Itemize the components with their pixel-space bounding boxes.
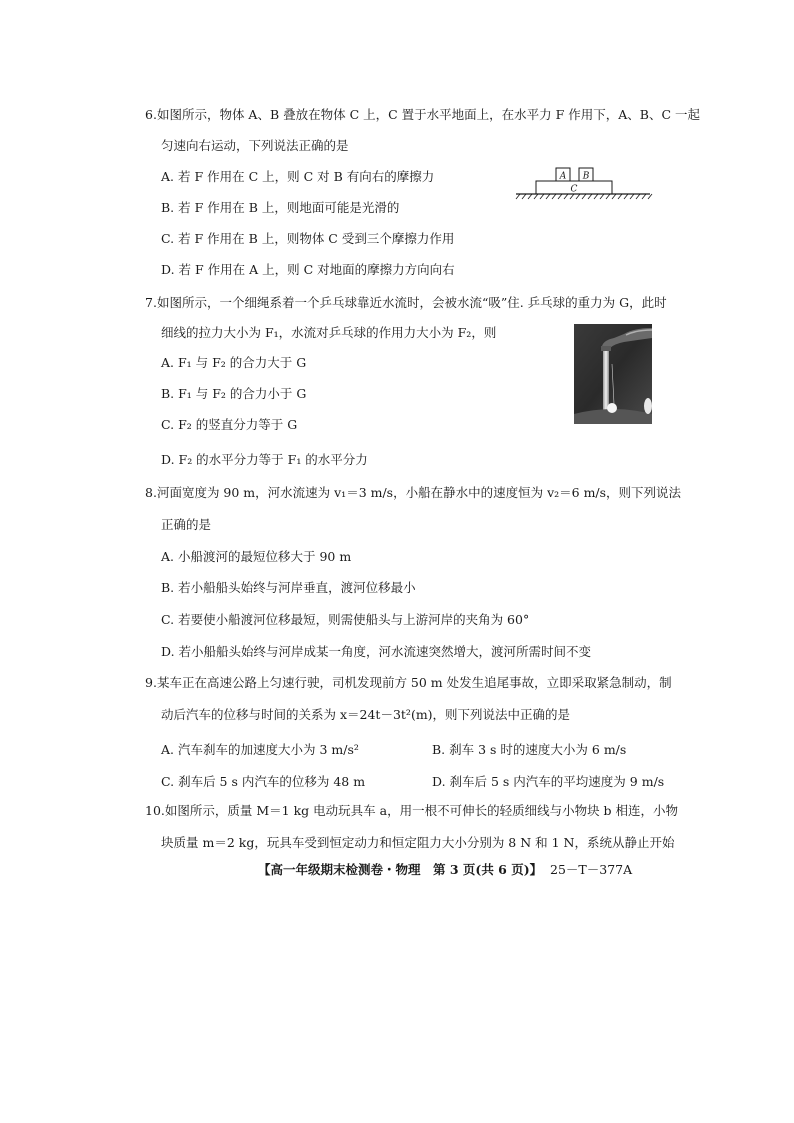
q8-stem [145,485,681,501]
q9-option-a: A. 汽车刹车的加速度大小为 3 m/s² [161,742,359,757]
q10-stem-text: 如图所示，质量 M＝1 kg 电动玩具车 a，用一根不可伸长的轻质细线与小物块 b 相连，小物 [164,803,679,818]
q8-option-c: C. 若要使小船渡河位移最短，则需使船头与上游河岸的夹角为 60° [161,612,530,627]
q9-number: 9. [145,675,157,690]
q6-option-c: C. 若 F 作用在 B 上，则物体 C 受到三个摩擦力作用 [161,231,455,246]
q8-option-d: D. 若小船船头始终与河岸成某一角度，河水流速突然增大，渡河所需时间不变 [161,644,592,659]
q6-stem-text: 如图所示，物体 A、B 叠放在物体 C 上，C 置于水平地面上，在水平力 F 作用下，A、B、C 一起 [156,107,701,122]
q9-option-c: C. 刹车后 5 s 内汽车的位移为 48 m [161,774,366,789]
q6-stem-cont: 匀速向右运动，下列说法正确的是 [161,138,349,153]
faucet-photo [574,324,652,424]
page-footer-code: 25－T－377A [550,862,633,877]
q10-stem-cont: 块质量 m＝2 kg，玩具车受到恒定动力和恒定阻力大小分别为 8 N 和 1 N，系统从静止开始 [161,835,675,850]
q7-stem-text: 如图所示，一个细绳系着一个乒乓球靠近水流时，会被水流“吸”住. 乒乓球的重力为 G，此时 [156,295,667,310]
q10-number: 10. [145,803,165,818]
q7-number: 7. [145,295,157,310]
q9-option-d: D. 刹车后 5 s 内汽车的平均速度为 9 m/s [432,774,665,789]
q6-option-d: D. 若 F 作用在 A 上，则 C 对地面的摩擦力方向向右 [161,262,455,277]
q7-option-a: A. F₁ 与 F₂ 的合力大于 G [161,355,307,370]
q8-option-a: A. 小船渡河的最短位移大于 90 m [161,549,352,564]
q9-option-b: B. 刹车 3 s 时的速度大小为 6 m/s [432,742,627,757]
blocks-diagram [512,166,654,200]
q8-stem-text: 河面宽度为 90 m，河水流速为 v₁＝3 m/s，小船在静水中的速度恒为 v₂＝6 m/s，则下列说法 [156,485,682,500]
q7-option-c: C. F₂ 的竖直分力等于 G [161,417,298,432]
q6-option-b: B. 若 F 作用在 B 上，则地面可能是光滑的 [161,200,400,215]
q6-figure-blocks [512,166,654,200]
q8-number: 8. [145,485,157,500]
block-b-label: B [582,171,590,182]
page-footer-title: 【高一年级期末检测卷・物理 第 3 页(共 6 页)】 [258,862,543,877]
block-c-label: C [570,184,578,195]
q7-figure-photo [574,324,652,424]
q7-stem-cont: 细线的拉力大小为 F₁，水流对乒乓球的作用力大小为 F₂，则 [161,325,497,340]
q9-stem-text: 某车正在高速公路上匀速行驶，司机发现前方 50 m 处发生追尾事故，立即采取紧急制动，制 [156,675,672,690]
ground-hatch [516,194,652,199]
q7-option-b: B. F₁ 与 F₂ 的合力小于 G [161,386,307,401]
block-a-label: A [559,171,567,182]
q7-option-d: D. F₂ 的水平分力等于 F₁ 的水平分力 [161,452,368,467]
q6-stem [145,107,700,123]
q7-stem [145,295,667,311]
q9-stem [145,675,672,691]
q9-stem-cont: 动后汽车的位移与时间的关系为 x＝24t－3t²(m)，则下列说法中正确的是 [161,707,571,722]
q8-stem-cont: 正确的是 [161,517,212,532]
q10-stem [145,803,678,819]
q6-number: 6. [145,107,157,122]
q6-option-a: A. 若 F 作用在 C 上，则 C 对 B 有向右的摩擦力 [161,169,435,184]
q8-option-b: B. 若小船船头始终与河岸垂直，渡河位移最小 [161,580,416,595]
